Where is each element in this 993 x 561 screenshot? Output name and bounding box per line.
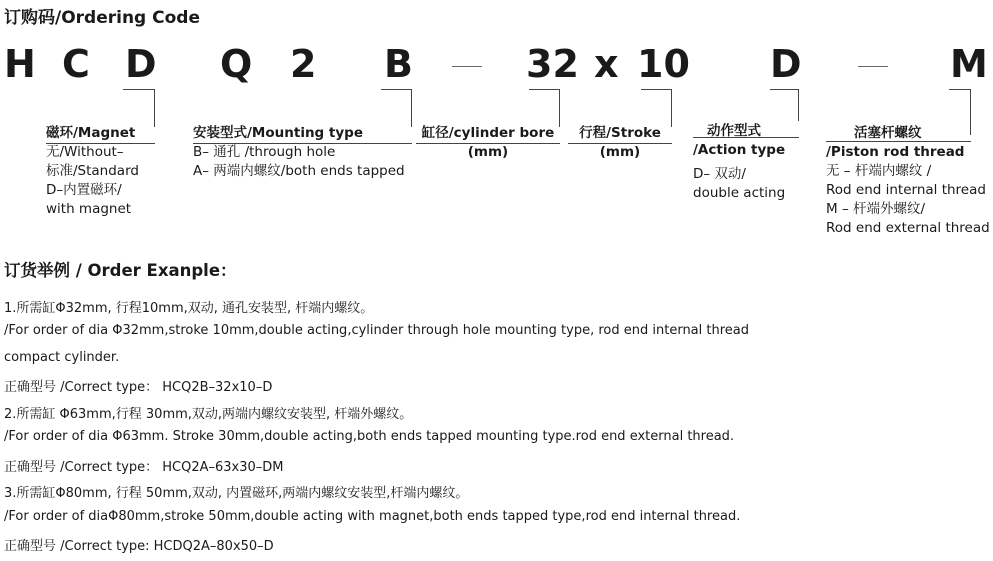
field-option: Rod end internal thread — [826, 182, 986, 198]
field-option: B– 通孔 /through hole — [193, 144, 336, 160]
example-correct-type: 正确型号 /Correct type： HCQ2A–63x30–DM — [4, 460, 284, 475]
field-unit: (mm) — [467, 144, 509, 160]
code-x: x — [594, 42, 619, 86]
field-option: double acting — [693, 185, 786, 201]
connector-line — [770, 89, 799, 90]
field-option: 无/Without– — [46, 144, 124, 160]
code-char-h: H — [4, 42, 36, 86]
field-option: A– 两端内螺纹/both ends tapped — [193, 163, 405, 179]
code-char-2: 2 — [290, 42, 317, 86]
field-bore — [416, 124, 560, 162]
example-line: /For order of dia Φ63mm. Stroke 30mm,double acting,both ends tapped mounting type.rod end external thread. — [4, 429, 735, 444]
example-line: /For order of dia Φ32mm,stroke 10mm,double acting,cylinder through hole mounting type, rod end internal thread — [4, 323, 749, 338]
example-title: 订货举例 / Order Exanple： — [4, 261, 237, 280]
field-option: M – 杆端外螺纹/ — [826, 201, 926, 217]
example-line: 3.所需缸Φ80mm, 行程 50mm,双动, 内置磁环,两端内螺纹安装型,杆端内螺纹。 — [4, 486, 469, 501]
field-option: with magnet — [46, 201, 132, 217]
field-heading: 活塞杆螺纹 — [854, 125, 922, 141]
connector-line — [641, 89, 672, 90]
connector-line — [123, 89, 155, 90]
field-action — [693, 122, 785, 203]
field-mounting — [193, 124, 405, 181]
example-line: compact cylinder. — [4, 350, 120, 365]
connector-line — [154, 89, 155, 127]
field-option: 无 – 杆端内螺纹 / — [826, 163, 932, 179]
code-char-c: C — [62, 42, 90, 86]
connector-line — [559, 89, 560, 127]
code-action: D — [770, 42, 802, 86]
code-stroke: 10 — [637, 42, 690, 86]
field-heading: 行程/Stroke — [579, 125, 661, 141]
page-title: 订购码/Ordering Code — [4, 8, 200, 28]
example-correct-type: 正确型号 /Correct type： HCQ2B–32x10–D — [4, 380, 273, 395]
field-heading: 动作型式 — [707, 123, 761, 139]
field-heading: 磁环/Magnet — [46, 125, 136, 141]
field-heading: /Action type — [693, 142, 786, 158]
connector-line — [798, 89, 799, 121]
connector-line — [411, 89, 412, 127]
separator-dash — [452, 66, 482, 67]
code-char-d: D — [125, 42, 157, 86]
separator-dash — [858, 66, 888, 67]
example-correct-type: 正确型号 /Correct type: HCDQ2A–80x50–D — [4, 539, 274, 554]
field-heading: 缸径/cylinder bore — [421, 125, 555, 141]
field-option: 标准/Standard — [46, 163, 139, 179]
connector-line — [671, 89, 672, 127]
field-unit: (mm) — [599, 144, 641, 160]
code-bore: 32 — [526, 42, 579, 86]
field-option: Rod end external thread — [826, 220, 990, 236]
code-thread: M — [950, 42, 988, 86]
example-line: 1.所需缸Φ32mm, 行程10mm,双动, 通孔安装型, 杆端内螺纹。 — [4, 301, 374, 316]
field-stroke — [568, 124, 672, 162]
field-thread — [826, 124, 990, 238]
field-magnet — [46, 124, 139, 219]
example-line: /For order of diaΦ80mm,stroke 50mm,double acting with magnet,both ends tapped type,rod end internal thread. — [4, 509, 741, 524]
field-option: D– 双动/ — [693, 166, 746, 182]
connector-line — [381, 89, 412, 90]
example-line: 2.所需缸 Φ63mm,行程 30mm,双动,两端内螺纹安装型, 杆端外螺纹。 — [4, 407, 413, 422]
connector-line — [949, 89, 971, 90]
field-heading: /Piston rod thread — [826, 144, 965, 160]
connector-line — [529, 89, 560, 90]
field-heading: 安装型式/Mounting type — [193, 125, 363, 141]
field-option: D–内置磁环/ — [46, 182, 122, 198]
code-char-q: Q — [220, 42, 253, 86]
code-char-b: B — [384, 42, 413, 86]
